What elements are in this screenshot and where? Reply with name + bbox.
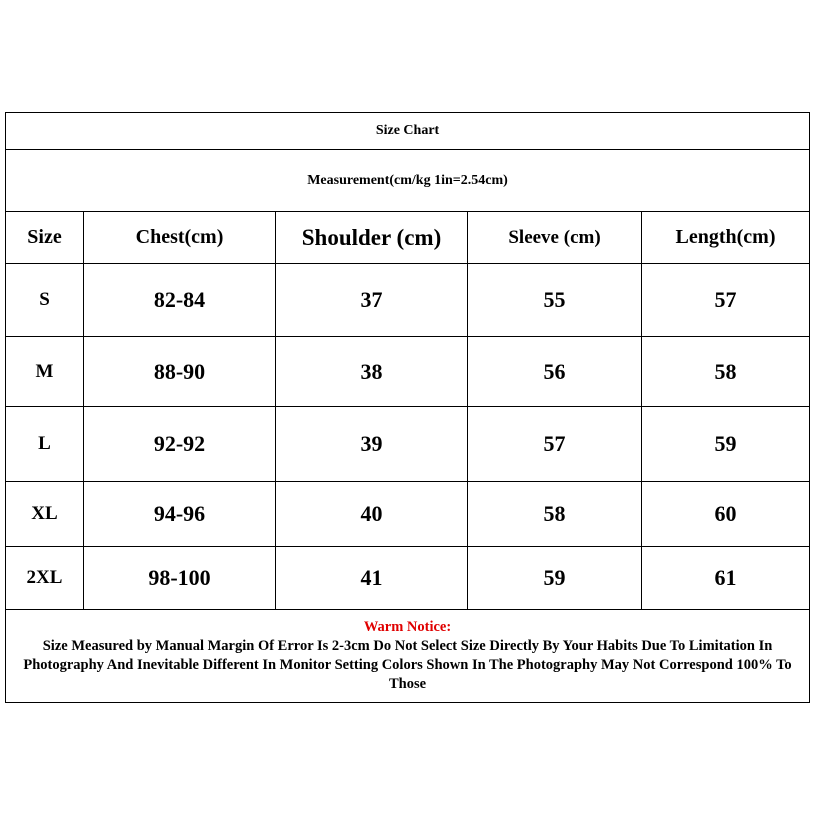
header-size: Size <box>6 212 84 264</box>
size-cell: S <box>6 264 84 337</box>
table-row <box>6 407 810 482</box>
shoulder-cell: 41 <box>276 547 468 610</box>
header-row <box>6 212 810 264</box>
shoulder-cell: 37 <box>276 264 468 337</box>
table-row <box>6 482 810 547</box>
shoulder-cell: 38 <box>276 337 468 407</box>
sleeve-cell: 56 <box>468 337 642 407</box>
warm-notice <box>6 610 810 703</box>
chest-cell: 94-96 <box>84 482 276 547</box>
sleeve-cell: 58 <box>468 482 642 547</box>
table-title: Size Chart <box>6 113 810 150</box>
table-row <box>6 337 810 407</box>
measurement-note: Measurement(cm/kg 1in=2.54cm) <box>6 150 810 212</box>
length-cell: 59 <box>642 407 810 482</box>
size-cell: 2XL <box>6 547 84 610</box>
length-cell: 58 <box>642 337 810 407</box>
header-length: Length(cm) <box>642 212 810 264</box>
chest-cell: 92-92 <box>84 407 276 482</box>
shoulder-cell: 39 <box>276 407 468 482</box>
chest-cell: 98-100 <box>84 547 276 610</box>
shoulder-cell: 40 <box>276 482 468 547</box>
length-cell: 60 <box>642 482 810 547</box>
chest-cell: 88-90 <box>84 337 276 407</box>
length-cell: 57 <box>642 264 810 337</box>
header-chest: Chest(cm) <box>84 212 276 264</box>
header-sleeve: Sleeve (cm) <box>468 212 642 264</box>
table-row <box>6 547 810 610</box>
sleeve-cell: 57 <box>468 407 642 482</box>
chest-cell: 82-84 <box>84 264 276 337</box>
notice-text: Size Measured by Manual Margin Of Error Is 2-3cm Do Not Select Size Directly By Your Habits Due To Limitation In Photography And Inevitable Different In Monitor Setting Colors Shown In The Photography May Not Correspond 100% To Those <box>23 638 792 692</box>
sleeve-cell: 59 <box>468 547 642 610</box>
size-cell: XL <box>6 482 84 547</box>
size-cell: M <box>6 337 84 407</box>
notice-heading: Warm Notice: <box>363 619 452 635</box>
size-cell: L <box>6 407 84 482</box>
sleeve-cell: 55 <box>468 264 642 337</box>
table-row <box>6 264 810 337</box>
size-chart-table <box>5 112 810 703</box>
header-shoulder: Shoulder (cm) <box>276 212 468 264</box>
length-cell: 61 <box>642 547 810 610</box>
